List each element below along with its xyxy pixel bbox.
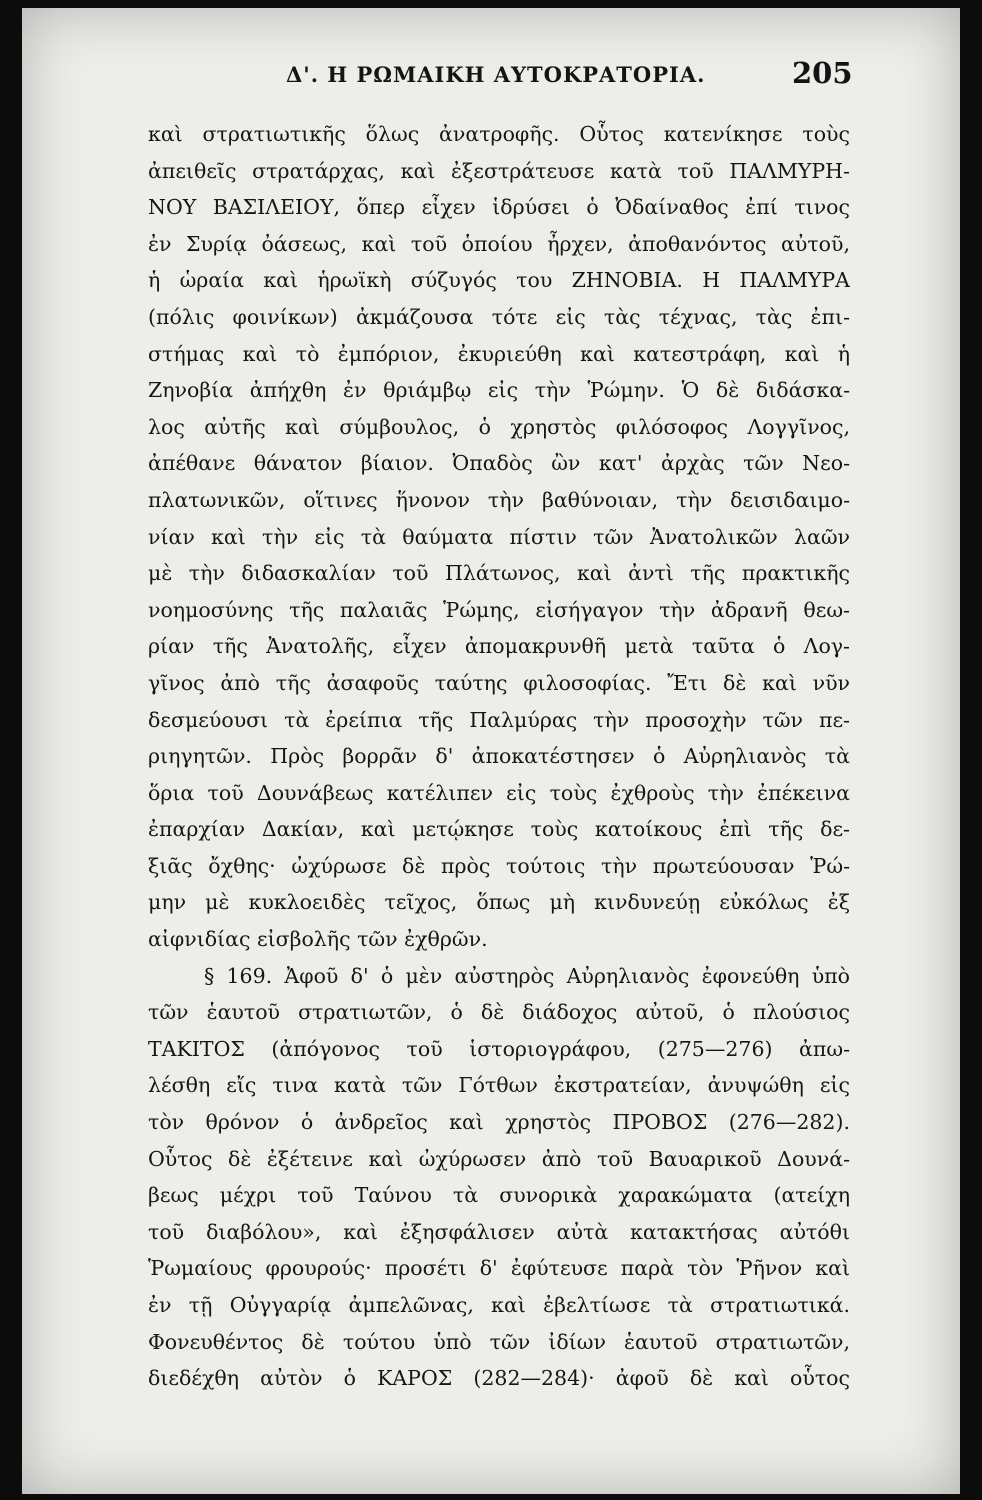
text-line: ξιᾶς ὄχθης· ὠχύρωσε δὲ πρὸς τούτοις τὴν πρωτεύουσαν Ῥώ- <box>148 853 850 878</box>
text-line: Ῥωμαίους φρουρούς· προσέτι δ' ἐφύτευσε παρὰ τὸν Ῥῆνον καὶ <box>148 1256 850 1281</box>
body-text <box>148 116 850 1397</box>
text-line: πλατωνικῶν, οἵτινες ἥνονον τὴν βαθύνοιαν, τὴν δεισιδαιμο- <box>148 487 850 512</box>
running-title: Δ'. Η ΡΩΜΑΙΚΗ ΑΥΤΟΚΡΑΤΟΡΙΑ. <box>286 62 706 87</box>
text-line: Φονευθέντος δὲ τούτου ὑπὸ τῶν ἰδίων ἑαυτοῦ στρατιωτῶν, <box>148 1329 850 1354</box>
text-line: νοημοσύνης τῆς παλαιᾶς Ῥώμης, εἰσήγαγον τὴν ἀδρανῆ θεω- <box>148 597 850 622</box>
book-page <box>22 8 960 1494</box>
text-line: (πόλις φοινίκων) ἀκμάζουσα τότε εἰς τὰς τέχνας, τὰς ἐπι- <box>148 304 850 329</box>
text-line: δεσμεύουσι τὰ ἐρείπια τῆς Παλμύρας τὴν προσοχὴν τῶν πε- <box>148 707 850 732</box>
text-line: ἡ ὡραία καὶ ἡρωϊκὴ σύζυγός του ΖΗΝΟΒΙΑ. Η ΠΑΛΜΥΡΑ <box>148 268 850 293</box>
text-line: βεως μέχρι τοῦ Ταύνου τὰ συνορικὰ χαρακώματα (ατείχη <box>148 1183 850 1208</box>
text-line: γῖνος ἀπὸ τῆς ἀσαφοῦς ταύτης φιλοσοφίας. Ἔτι δὲ καὶ νῦν <box>148 670 850 695</box>
text-line: ἀπειθεῖς στρατάρχας, καὶ ἐξεστράτευσε κατὰ τοῦ ΠΑΛΜΥΡΗ- <box>148 158 850 183</box>
text-line: τὸν θρόνον ὁ ἀνδρεῖος καὶ χρηστὸς ΠΡΟΒΟΣ (276—282). <box>148 1110 850 1135</box>
text-line: Οὗτος δὲ ἐξέτεινε καὶ ὠχύρωσεν ἀπὸ τοῦ Βαυαρικοῦ Δουνά- <box>148 1146 850 1171</box>
text-line: αἰφνιδίας εἰσβολῆς τῶν ἐχθρῶν. <box>148 927 488 952</box>
text-line: Ζηνοβία ἀπήχθη ἐν θριάμβῳ εἰς τὴν Ῥώμην. Ὁ δὲ διδάσκα- <box>148 378 850 403</box>
text-line: διεδέχθη αὐτὸν ὁ ΚΑΡΟΣ (282—284)· ἀφοῦ δὲ καὶ οὗτος <box>148 1366 850 1391</box>
text-line: ριηγητῶν. Πρὸς βορρᾶν δ' ἀποκατέστησεν ὁ Αὐρηλιανὸς τὰ <box>148 744 850 769</box>
text-line: ὅρια τοῦ Δουνάβεως κατέλιπεν εἰς τοὺς ἐχθροὺς τὴν ἐπέκεινα <box>148 780 850 805</box>
text-line: ἐν Συρίᾳ ὀάσεως, καὶ τοῦ ὁποίου ἦρχεν, ἀποθανόντος αὐτοῦ, <box>148 231 850 256</box>
page-header <box>22 56 960 102</box>
text-line: μην μὲ κυκλοειδὲς τεῖχος, ὅπως μὴ κινδυνεύῃ εὐκόλως ἐξ <box>148 890 850 915</box>
text-line: ἐπαρχίαν Δακίαν, καὶ μετῴκησε τοὺς κατοίκους ἐπὶ τῆς δε- <box>148 817 850 842</box>
text-line: ΤΑΚΙΤΟΣ (ἀπόγονος τοῦ ἱστοριογράφου, (275—276) ἀπω- <box>148 1036 850 1061</box>
text-line: ἐν τῇ Οὐγγαρίᾳ ἀμπελῶνας, καὶ ἐβελτίωσε τὰ στρατιωτικά. <box>148 1293 850 1317</box>
text-line: τοῦ διαβόλου», καὶ ἐξησφάλισεν αὐτὰ κατακτήσας αὐτόθι <box>148 1219 850 1244</box>
text-line: λος αὐτῆς καὶ σύμβουλος, ὁ χρηστὸς φιλόσοφος Λογγῖνος, <box>148 414 850 439</box>
text-line: ρίαν τῆς Ἀνατολῆς, εἶχεν ἀπομακρυνθῆ μετὰ ταῦτα ὁ Λογ- <box>148 634 850 659</box>
text-line: καὶ στρατιωτικῆς ὅλως ἀνατροφῆς. Οὗτος κατενίκησε τοὺς <box>148 122 850 146</box>
text-line: λέσθη εἴς τινα κατὰ τῶν Γότθων ἐκστρατείαν, ἀνυψώθη εἰς <box>148 1073 850 1098</box>
text-line: τῶν ἑαυτοῦ στρατιωτῶν, ὁ δὲ διάδοχος αὐτοῦ, ὁ πλούσιος <box>148 1000 850 1025</box>
text-line: ΝΟΥ ΒΑΣΙΛΕΙΟΥ, ὅπερ εἶχεν ἱδρύσει ὁ Ὀδαίναθος ἐπί τινος <box>148 195 850 220</box>
text-line: μὲ τὴν διδασκαλίαν τοῦ Πλάτωνος, καὶ ἀντὶ τῆς πρακτικῆς <box>148 561 850 586</box>
text-line: νίαν καὶ τὴν εἰς τὰ θαύματα πίστιν τῶν Ἀνατολικῶν λαῶν <box>148 524 850 549</box>
text-line: ἀπέθανε θάνατον βίαιον. Ὀπαδὸς ὢν κατ' ἀρχὰς τῶν Νεο- <box>148 451 850 476</box>
page-number: 205 <box>792 56 853 90</box>
text-line: στήμας καὶ τὸ ἐμπόριον, ἐκυριεύθη καὶ κατεστράφη, καὶ ἡ <box>148 341 850 366</box>
section-start-line: § 169. Ἀφοῦ δ' ὁ μὲν αὐστηρὸς Αὐρηλιανὸς ἐφονεύθη ὑπὸ <box>204 963 850 988</box>
